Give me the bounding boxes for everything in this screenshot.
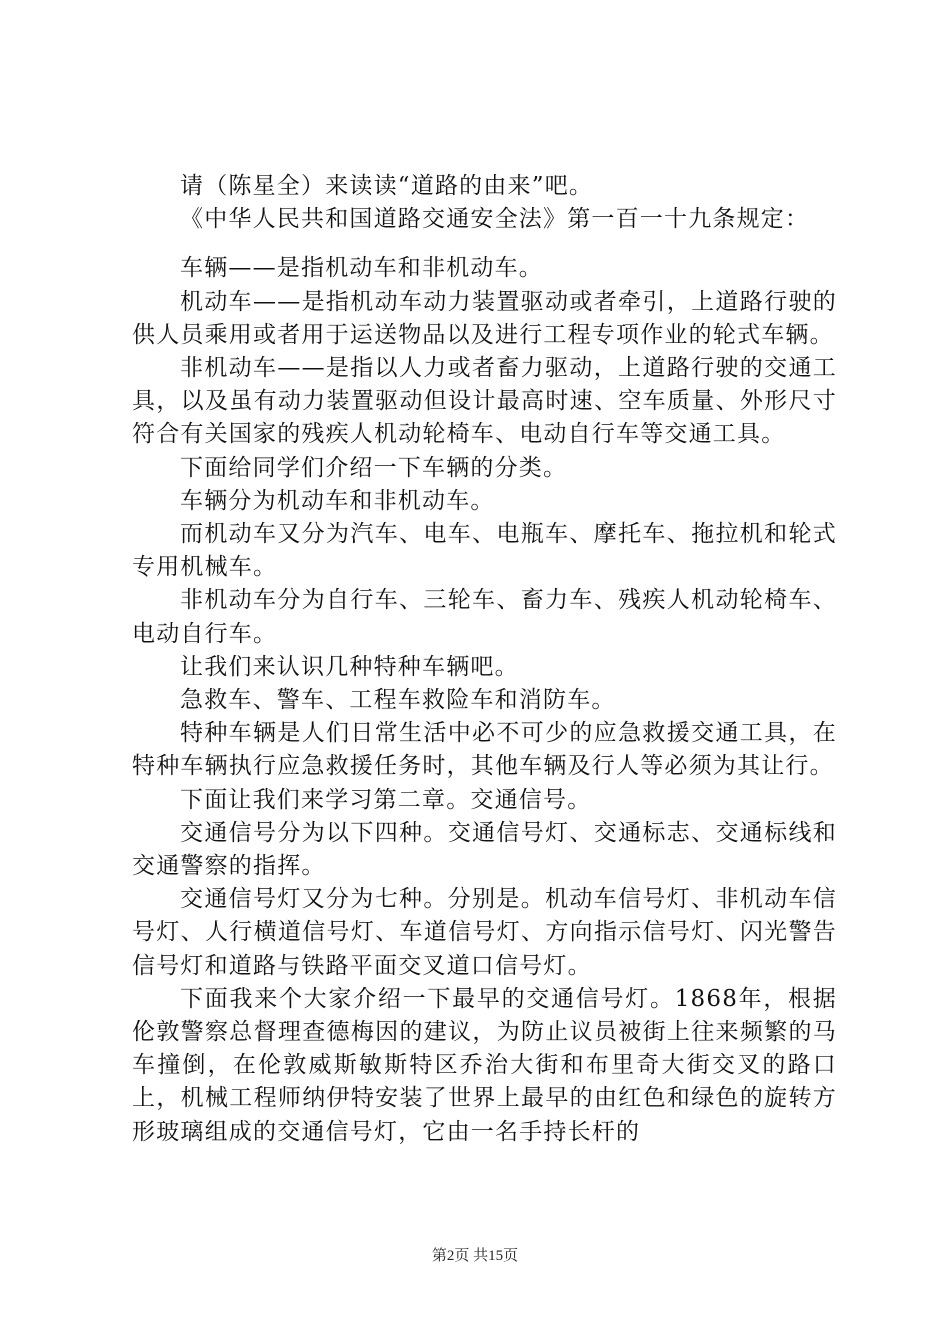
paragraph: 车辆——是指机动车和非机动车。 bbox=[180, 255, 543, 282]
paragraph: 让我们来认识几种特种车辆吧。 bbox=[180, 653, 519, 680]
paragraph: 非机动车——是指以人力或者畜力驱动，上道路行驶的交通工具，以及虽有动力装置驱动但设计最高时速、空车质量、外形尺寸符合有关国家的残疾人机动轮椅车、电动自行车等交通工具。 bbox=[132, 355, 837, 448]
paragraph: 下面我来个大家介绍一下最早的交通信号灯。1868年，根据伦敦警察总督理查德梅因的建议，为防止议员被街上往来频繁的马车撞倒，在伦敦威斯敏斯特区乔治大街和布里奇大街交叉的路口上，机械工程师纳伊特安装了世界上最早的由红色和绿色的旋转方形玻璃组成的交通信号灯，它由一名手持长杆的 bbox=[132, 985, 837, 1145]
paragraph: 下面让我们来学习第二章。交通信号。 bbox=[180, 786, 592, 813]
paragraph: 下面给同学们介绍一下车辆的分类。 bbox=[180, 454, 568, 481]
paragraph: 交通信号分为以下四种。交通信号灯、交通标志、交通标线和交通警察的指挥。 bbox=[132, 819, 837, 880]
paragraph: 急救车、警车、工程车救险车和消防车。 bbox=[180, 687, 616, 714]
page-number-footer: 第2页 共15页 bbox=[431, 1248, 519, 1264]
paragraph: 车辆分为机动车和非机动车。 bbox=[180, 487, 495, 514]
paragraph: 而机动车又分为汽车、电车、电瓶车、摩托车、拖拉机和轮式专用机械车。 bbox=[132, 521, 837, 581]
paragraph: 交通信号灯又分为七种。分别是。机动车信号灯、非机动车信号灯、人行横道信号灯、车道信号灯、方向指示信号灯、闪光警告信号灯和道路与铁路平面交叉道口信号灯。 bbox=[132, 886, 837, 979]
paragraph: 《中华人民共和国道路交通安全法》第一百一十九条规定： bbox=[180, 206, 810, 233]
paragraph: 请（陈星全）来读读“道路的由来”吧。 bbox=[180, 173, 594, 199]
document-body bbox=[132, 170, 837, 1149]
paragraph: 机动车——是指机动车动力装置驱动或者牵引，上道路行驶的供人员乘用或者用于运送物品以及进行工程专项作业的轮式车辆。 bbox=[132, 288, 837, 348]
paragraph: 非机动车分为自行车、三轮车、畜力车、残疾人机动轮椅车、电动自行车。 bbox=[132, 587, 837, 647]
paragraph: 特种车辆是人们日常生活中必不可少的应急救援交通工具，在特种车辆执行应急救援任务时，其他车辆及行人等必须为其让行。 bbox=[132, 720, 837, 780]
